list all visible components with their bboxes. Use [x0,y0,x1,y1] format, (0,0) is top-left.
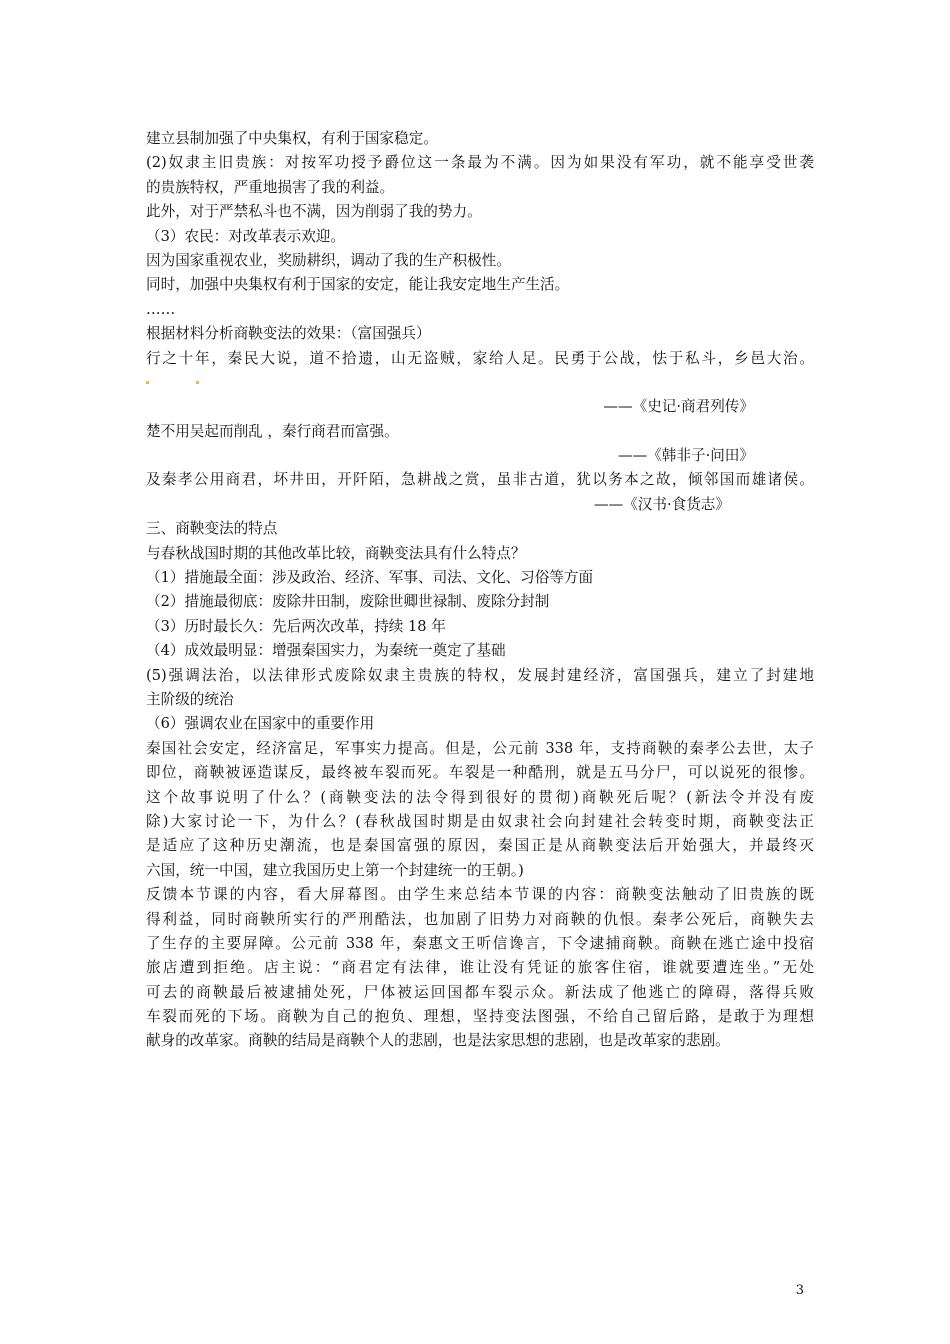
text-line: （3）农民：对改革表示欢迎。 [146,227,346,245]
page-number: 3 [795,1283,804,1298]
text-line: 因为国家重视农业，奖励耕织，调动了我的生产积极性。 [146,251,511,269]
text-line: 得利益，同时商鞅所实行的严刑酷法，也加剧了旧势力对商鞅的仇恨。秦孝公死后，商鞅失去 [146,910,814,928]
text-line: 建立县制加强了中央集权，有利于国家稳定。 [146,130,438,147]
text-line: 可去的商鞅最后被逮捕处死，尸体被运回国都车裂示众。新法成了他逃亡的障碍，落得兵败 [146,983,814,1001]
section-heading: 三、商鞅变法的特点 [146,520,278,538]
text-line: 除)大家讨论一下，为什么？(春秋战国时期是由奴隶社会向封建社会转变时期，商鞅变法正 [146,812,814,830]
text-line: 反馈本节课的内容，看大屏幕图。由学生来总结本节课的内容：商鞅变法触动了旧贵族的既 [146,886,814,904]
list-item: （3）历时最长久：先后两次改革，持续 18 年 [146,617,446,635]
list-item: （4）成效最明显：增强秦国实力，为秦统一奠定了基础 [146,642,506,660]
text-line: 了生存的主要屏障。公元前 338 年，秦惠文王听信谗言，下令逮捕商鞅。商鞅在逃亡途中投宿 [146,934,814,952]
list-item: （2）措施最彻底：废除井田制，废除世卿世禄制、废除分封制 [146,593,550,611]
list-item: （6）强调农业在国家中的重要作用 [146,715,375,733]
text-line: 的贵族特权，严重地损害了我的利益。 [146,178,395,196]
blank-line [146,371,814,395]
document-body [146,127,814,1054]
text-line: 主阶级的统治 [146,690,234,708]
text-line: 车裂而死的下场。商鞅为自己的抱负、理想，坚持变法图强，不给自己留后路，是敢于为理想 [146,1008,814,1026]
citation: ——《汉书·食货志》 [594,495,730,513]
text-line: 秦国社会安定，经济富足，军事实力提高。但是，公元前 338 年，支持商鞅的秦孝公去世，太子 [146,739,814,757]
quote-text: 及秦孝公用商君，坏井田，开阡陌，急耕战之赏，虽非古道，犹以务本之故，倾邻国而雄诸侯。 [146,471,814,489]
list-item: （1）措施最全面：涉及政治、经济、军事、司法、文化、习俗等方面 [146,569,594,587]
quote-text: 行之十年，秦民大说，道不拾遗，山无盗贼，家给人足。民勇于公战，怯于私斗，乡邑大治。 [146,349,814,367]
text-line: 献身的改革家。商鞅的结局是商鞅个人的悲剧，也是法家思想的悲剧，也是改革家的悲剧。 [146,1032,730,1050]
text-line: 同时，加强中央集权有利于国家的安定，能让我安定地生产生活。 [146,276,570,294]
citation: ——《韩非子·问田》 [618,447,754,465]
citation: ——《史记·商君列传》 [603,398,754,416]
ellipsis-line: …… [146,300,176,318]
text-line: (2)奴隶主旧贵族：对按军功授予爵位这一条最为不满。因为如果没有军功，就不能享受世袭 [146,154,814,172]
section-intro: 根据材料分析商鞅变法的效果：（富国强兵） [146,325,431,343]
text-line: 六国，统一中国，建立我国历史上第一个封建统一的王朝。) [146,861,524,879]
quote-text: 楚不用吴起而削乱 ，秦行商君而富强。 [146,422,399,440]
text-line: 此外，对于严禁私斗也不满，因为削弱了我的势力。 [146,203,482,221]
mark-dot [146,381,149,384]
list-item: (5)强调法治，以法律形式废除奴隶主贵族的特权，发展封建经济，富国强兵，建立了封建地 [146,666,814,684]
text-line: 这个故事说明了什么？(商鞅变法的法令得到很好的贯彻)商鞅死后呢？(新法令并没有废 [146,788,814,806]
text-line: 是适应了这种历史潮流，也是秦国富强的原因，秦国正是从商鞅变法后开始强大，并最终灭 [146,837,814,855]
text-line: 旅店遭到拒绝。店主说：“商君定有法律，谁让没有凭证的旅客住宿，谁就要遭连坐。”无处 [146,959,814,977]
text-line: 与春秋战国时期的其他改革比较，商鞅变法具有什么特点？ [146,544,526,562]
mark-dot [196,381,199,384]
text-line: 即位，商鞅被诬造谋反，最终被车裂而死。车裂是一种酷刑，就是五马分尸，可以说死的很惨。 [146,764,814,782]
